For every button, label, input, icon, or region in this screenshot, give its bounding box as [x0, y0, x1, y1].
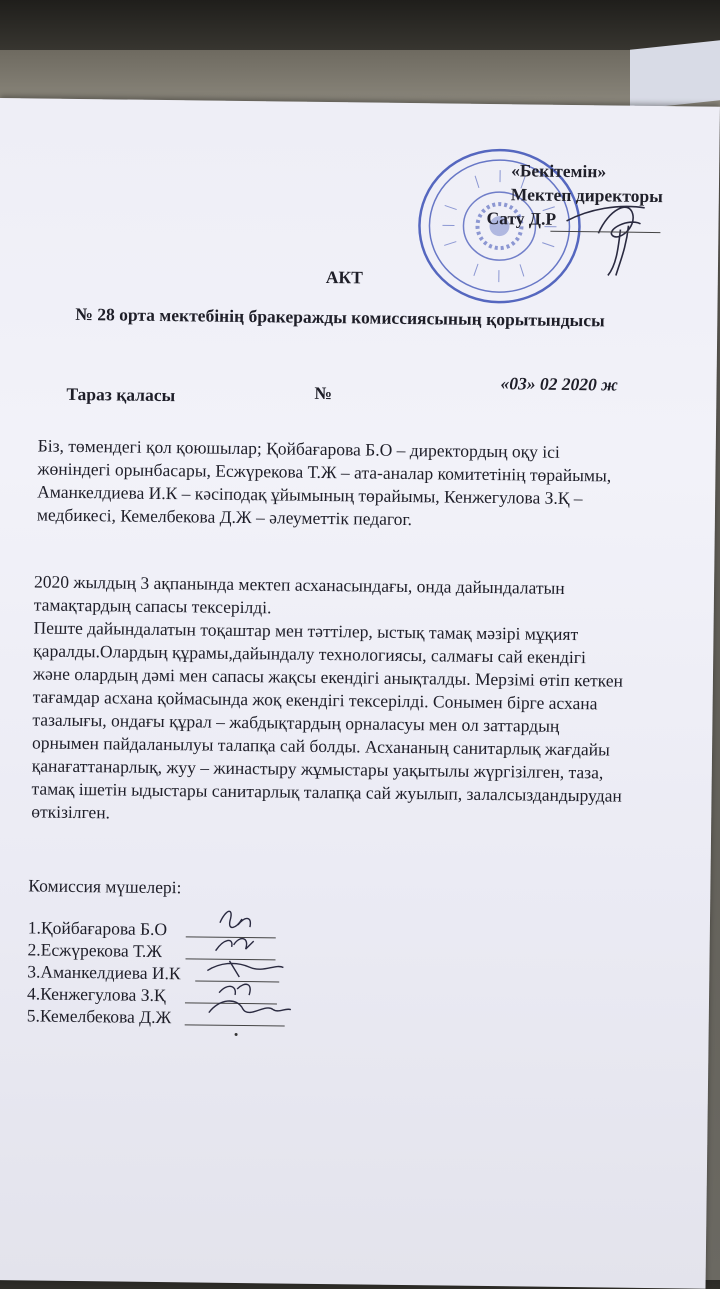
- paper-corner: [630, 40, 720, 109]
- body-line-7: тазалығы, ондағы құрал – жабдықтардың орналасуы мен ол заттардың: [32, 709, 560, 736]
- intro-line-3: Аманкелдиева И.К – кәсіподақ ұйымының төрайымы, Кенжегулова З.Қ –: [37, 481, 583, 509]
- member-4: 4.Кенжегулова З.Қ: [26, 983, 166, 1006]
- document-subtitle: № 28 орта мектебінің бракеражды комиссиясының қорытындысы: [75, 303, 605, 331]
- member-1: 1.Қойбағарова Б.О: [27, 917, 168, 940]
- body-line-10: тамақ ішетін ыдыстары санитарлық талапқа сай жуылып, залалсыздандырудан: [31, 778, 622, 806]
- document-title: АКТ: [325, 266, 363, 288]
- intro-line-2: жөніндегі орынбасары, Есжүрекова Т.Ж – ата-аналар комитетінің төрайымы,: [37, 458, 612, 486]
- body-line-1: 2020 жылдың 3 ақпанында мектеп асханасындағы, онда дайындалатын: [33, 571, 565, 598]
- number-label: №: [314, 382, 333, 404]
- members-heading: Комиссия мүшелері:: [28, 875, 182, 898]
- member-2: 2.Есжүрекова Т.Ж: [27, 939, 163, 962]
- city-label: Тараз қаласы: [66, 383, 176, 406]
- body-line-8: орнымен пайдаланылуы талапқа сай болды. Асхананың санитарлық жағдайы: [32, 732, 610, 760]
- approval-line-3: Сату Д.Р: [486, 207, 557, 229]
- body-line-9: қанағаттанарлық, жуу – жинастыру жұмыстары уақытылы жүргізілген, таза,: [31, 755, 604, 783]
- ink-dot: [235, 1033, 238, 1036]
- director-signature: [558, 189, 669, 280]
- member-5-signature-line: [185, 1024, 285, 1026]
- body-line-2: тамақтардың сапасы тексерілді.: [33, 594, 272, 618]
- intro-line-1: Біз, төмендегі қол қоюшылар; Қойбағарова Б.О – директордың оқу ісі: [37, 435, 560, 462]
- document-paper: [0, 98, 720, 1289]
- approval-line-2: Мектеп директоры: [510, 184, 663, 207]
- body-line-3: Пеште дайындалатын тоқаштар мен тәттілер, ыстық тамақ мәзірі мұқият: [33, 617, 579, 645]
- approval-line-1: «Бекітемін»: [511, 160, 607, 182]
- body-line-11: өткізілген.: [31, 801, 111, 823]
- document-date: «03» 02 2020 ж: [500, 373, 618, 395]
- member-signatures: [179, 900, 320, 1022]
- body-line-4: қаралды.Олардың құрамы,дайындалу технологиясы, салмағы сай екендігі: [33, 640, 587, 668]
- member-3: 3.Аманкелдиева И.К: [27, 961, 181, 984]
- body-line-5: және олардың дәмі мен сапасы жақсы екендігі анықталды. Мерзімі өтіп кеткен: [32, 663, 624, 691]
- body-line-6: тағамдар асхана қоймасында жоқ екендігі тексерілді. Сонымен бірге асхана: [32, 686, 598, 714]
- member-5: 5.Кемелбекова Д.Ж: [26, 1005, 172, 1028]
- intro-line-4: медбикесі, Кемелбекова Д.Ж – әлеуметтік педагог.: [36, 504, 413, 530]
